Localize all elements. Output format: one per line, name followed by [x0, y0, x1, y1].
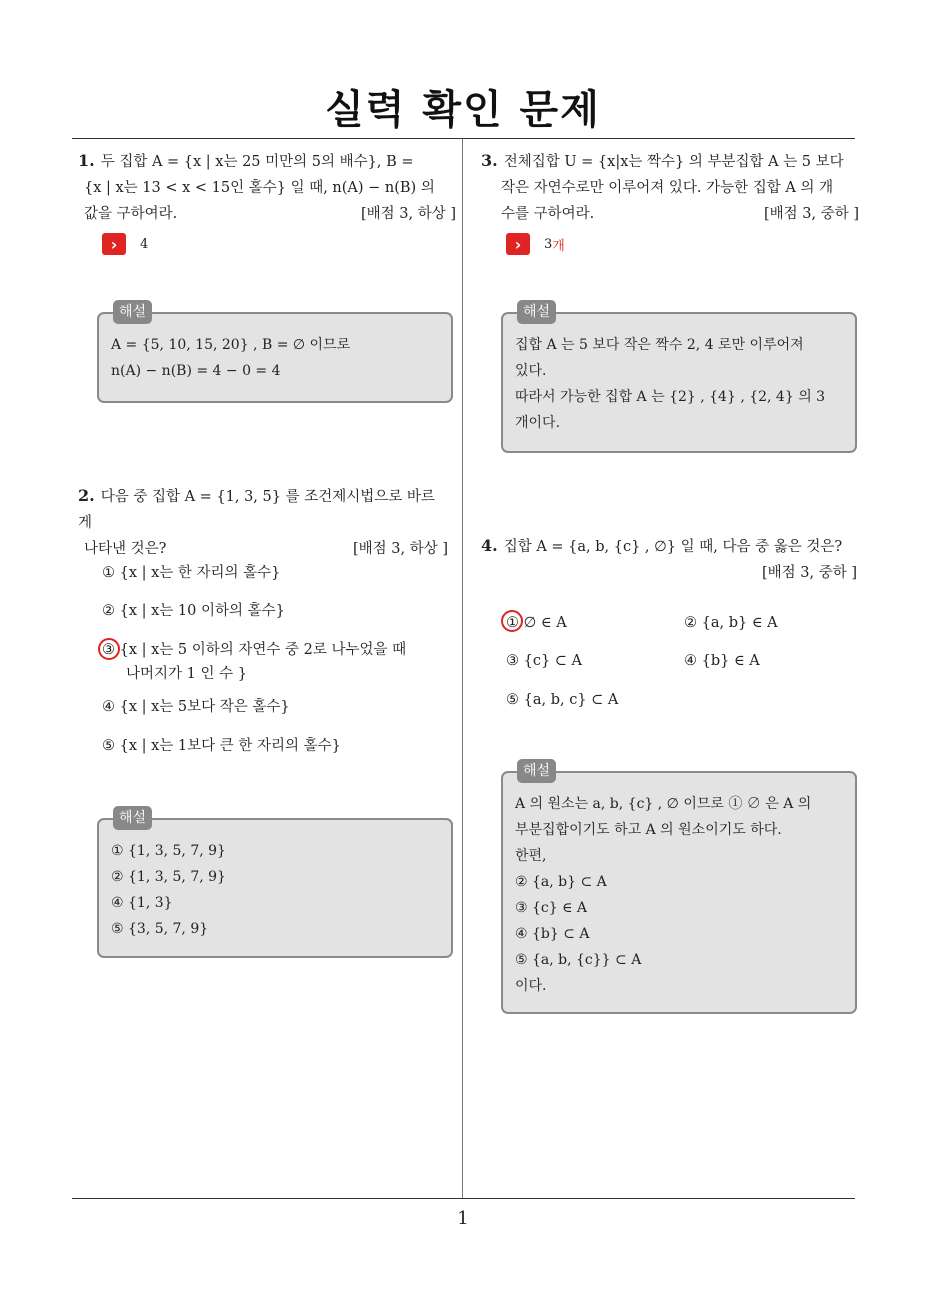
explanation-line: ⑤ {3, 5, 7, 9} — [111, 921, 209, 937]
top-rule — [72, 138, 855, 139]
chevron-right-icon: › — [506, 233, 530, 255]
explanation-box — [97, 810, 453, 958]
answer-row — [506, 233, 565, 255]
question-number: 2. — [78, 486, 95, 505]
question-text-line: 작은 자연수로만 이루어져 있다. 가능한 집합 A 의 개 — [501, 180, 834, 196]
explanation-line: A 의 원소는 a, b, {c} , ∅ 이므로 ① ∅ 은 A 의 — [515, 796, 812, 812]
option-5[interactable]: ⑤ {x | x는 1보다 큰 한 자리의 홀수} — [102, 738, 341, 754]
explanation-line: ① {1, 3, 5, 7, 9} — [111, 843, 226, 859]
explanation-line: 이다. — [515, 978, 547, 994]
explanation-line: 집합 A 는 5 보다 작은 짝수 2, 4 로만 이루어져 — [515, 337, 804, 353]
explanation-line: A = {5, 10, 15, 20} , B = ∅ 이므로 — [111, 337, 351, 353]
option-5[interactable]: ⑤ {a, b, c} ⊂ A — [506, 692, 619, 708]
explanation-line: ⑤ {a, b, {c}} ⊂ A — [515, 952, 642, 968]
explanation-line: ④ {1, 3} — [111, 895, 173, 911]
page-title: 실력 확인 문제 — [325, 87, 601, 133]
explanation-line: 개이다. — [515, 415, 561, 431]
score-label: [배점 3, 하상 ] — [352, 541, 448, 557]
question-2 — [78, 483, 448, 562]
explanation-line: ④ {b} ⊂ A — [515, 926, 590, 942]
question-text-line: {x | x는 13 < x < 15인 홀수} 일 때, n(A) − n(B) 의 — [84, 180, 435, 196]
explanation-label: 해설 — [113, 300, 152, 324]
question-text-line: 다음 중 집합 A = {1, 3, 5} 를 조건제시법으로 바르게 — [78, 489, 435, 531]
explanation-label: 해설 — [113, 806, 152, 830]
question-text-line: 수를 구하여라. — [501, 206, 595, 222]
option-1[interactable]: ① {x | x는 한 자리의 홀수} — [102, 565, 281, 581]
explanation-line: ② {1, 3, 5, 7, 9} — [111, 869, 226, 885]
question-text-line: 두 집합 A = {x | x는 25 미만의 5의 배수}, B = — [100, 154, 414, 170]
question-number: 4. — [481, 536, 498, 555]
column-divider — [462, 139, 463, 1198]
explanation-line: ② {a, b} ⊂ A — [515, 874, 607, 890]
page-number: 1 — [457, 1208, 469, 1229]
option-3-continued: 나머지가 1 인 수 } — [126, 666, 247, 682]
explanation-box — [501, 304, 857, 453]
score-label: [배점 3, 중하 ] — [763, 206, 859, 222]
question-3 — [481, 148, 859, 227]
option-2[interactable]: ② {x | x는 10 이하의 홀수} — [102, 603, 285, 619]
chevron-right-icon: › — [102, 233, 126, 255]
explanation-line: 부분집합이기도 하고 A 의 원소이기도 하다. — [515, 822, 782, 838]
option-3[interactable]: ③ {c} ⊂ A — [506, 653, 583, 669]
option-4[interactable]: ④ {b} ∈ A — [684, 653, 760, 669]
explanation-box — [501, 763, 857, 1014]
question-number: 3. — [481, 151, 498, 170]
answer-row — [102, 233, 148, 255]
option-2[interactable]: ② {a, b} ∈ A — [684, 615, 778, 631]
question-text-line: 전체집합 U = {x|x는 짝수} 의 부분집합 A 는 5 보다 — [503, 154, 844, 170]
explanation-line: ③ {c} ∈ A — [515, 900, 588, 916]
question-4 — [481, 533, 857, 586]
explanation-label: 해설 — [517, 759, 556, 783]
explanation-label: 해설 — [517, 300, 556, 324]
question-text-line: 집합 A = {a, b, {c} , ∅} 일 때, 다음 중 옳은 것은? — [503, 539, 843, 555]
answer-mark-circle — [501, 610, 523, 632]
option-1[interactable]: ① ∅ ∈ A — [506, 615, 567, 631]
question-number: 1. — [78, 151, 95, 170]
answer-value: 3 — [544, 236, 553, 252]
question-1 — [78, 148, 456, 227]
option-4[interactable]: ④ {x | x는 5보다 작은 홀수} — [102, 699, 290, 715]
answer-unit: 개 — [552, 238, 565, 254]
answer-value: 4 — [140, 236, 149, 252]
explanation-box — [97, 304, 453, 403]
explanation-line: 따라서 가능한 집합 A 는 {2} , {4} , {2, 4} 의 3 — [515, 389, 826, 405]
explanation-line: 한편, — [515, 848, 547, 864]
explanation-line: n(A) − n(B) = 4 − 0 = 4 — [111, 363, 281, 379]
bottom-rule — [72, 1198, 855, 1199]
option-3[interactable]: ③ {x | x는 5 이하의 자연수 중 2로 나누었을 때 — [102, 642, 407, 658]
score-label: [배점 3, 하상 ] — [360, 206, 456, 222]
answer-mark-circle — [98, 638, 120, 660]
score-label: [배점 3, 중하 ] — [761, 565, 857, 581]
question-text-line: 값을 구하여라. — [84, 206, 178, 222]
question-text-line: 나타낸 것은? — [84, 541, 167, 557]
explanation-line: 있다. — [515, 363, 547, 379]
